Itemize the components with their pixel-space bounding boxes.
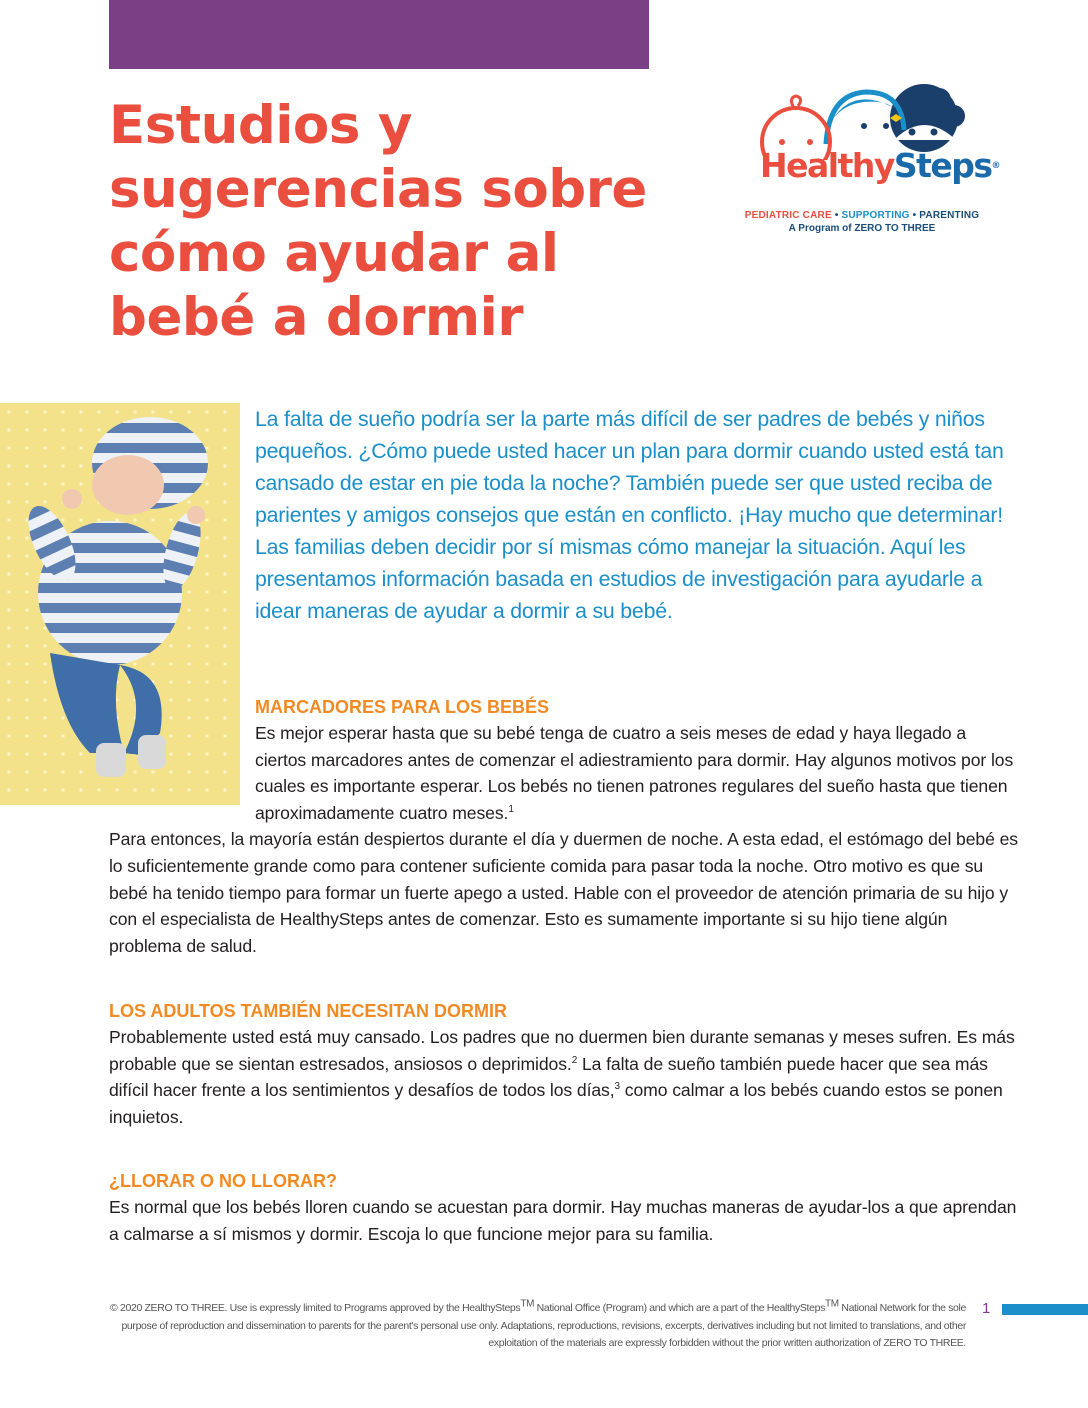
intro-paragraph: La falta de sueño podría ser la parte más difícil de ser padres de bebés y niños pequeños. ¿Cómo puede usted hacer un plan para dormir cuando usted está tan cansado de estar en pie toda la noche? También puede ser que usted reciba de parientes y amigos consejos que están en conflicto. ¡Hay mucho que determinar! Las familias deben decidir por sí mismas cómo manejar la situación. Aquí les presentamos información basada en estudios de investigación para ayudarle a idear maneras de ayudar a dormir a su bebé. xyxy=(255,407,1004,623)
logo-wordmark: HealthySteps® xyxy=(760,146,1001,185)
healthysteps-logo xyxy=(734,80,1001,240)
logo-program-line: A Program of ZERO TO THREE xyxy=(788,223,936,234)
section-heading: MARCADORES PARA LOS BEBÉS xyxy=(255,697,550,717)
section-cry-or-not xyxy=(109,1168,1019,1247)
section-adults-sleep xyxy=(109,998,1019,1130)
section-baby-markers xyxy=(109,694,1019,959)
section-heading: LOS ADULTOS TAMBIÉN NECESITAN DORMIR xyxy=(109,1001,507,1021)
section-heading: ¿LLORAR O NO LLORAR? xyxy=(109,1171,337,1191)
page-title: Estudios y sugerencias sobre cómo ayudar al bebé a dormir xyxy=(109,95,647,348)
top-accent-bar xyxy=(109,0,649,69)
logo-tagline: PEDIATRIC CARE • SUPPORTING • PARENTING xyxy=(744,210,980,221)
section-body: Es normal que los bebés lloren cuando se acuestan para dormir. Hay muchas maneras de ayudar-los a que aprendan a calmarse a sí mismos y dormir. Escoja lo que funcione mejor para su familia. xyxy=(109,1197,1017,1244)
section-body: Es mejor esperar hasta que su bebé tenga de cuatro a seis meses de edad y haya llegado a ciertos marcadores antes de comenzar el adiestramiento para dormir. Hay algunos motivos por los cuales es importante esperar. Los bebés no tienen patrones regulares del sueño hasta que tienen aproximadamente cuatro meses.$^1$ xyxy=(255,723,1014,823)
section-body: Probablemente usted está muy cansado. Los padres que no duermen bien durante semanas y meses sufren. Es más probable que se sientan estresados, ansiosos o deprimidos.$^2$ La falta de sueño también puede hacer que sea más difícil hacer frente a los sentimientos y desafíos de todos los días,$^3$ como calmar a los bebés cuando estos se ponen inquietos. xyxy=(109,1027,1015,1127)
section-body-continued: Para entonces, la mayoría están despiertos durante el día y duermen de noche. A esta edad, el estómago del bebé es lo suficientemente grande como para contener suficiente comida para pasar toda la noche. Otro motivo es que su bebé ha tenido tiempo para formar un fuerte apego a usted. Hable con el proveedor de atención primaria de su hijo y con el especialista de HealthySteps antes de comenzar. Esto es sumamente importante si su hijo tiene algún problema de salud. xyxy=(109,829,1018,956)
page-number: 1 xyxy=(982,1300,991,1317)
copyright-footer: © 2020 ZERO TO THREE. Use is expressly limited to Programs approved by the HealthySteps™ National Office (Program) and which are a part of the HealthySteps™ National Network for the sole purpose of reproduction and dissemination to parents for the parent's personal use only. Adaptations, reproductions, revisions, excerpts, derivatives including but not limited to translations, and other exploitation of the materials are expressly forbidden without the prior written authorization of ZERO TO THREE. xyxy=(110,1298,966,1349)
page-accent-bar xyxy=(1002,1304,1088,1315)
